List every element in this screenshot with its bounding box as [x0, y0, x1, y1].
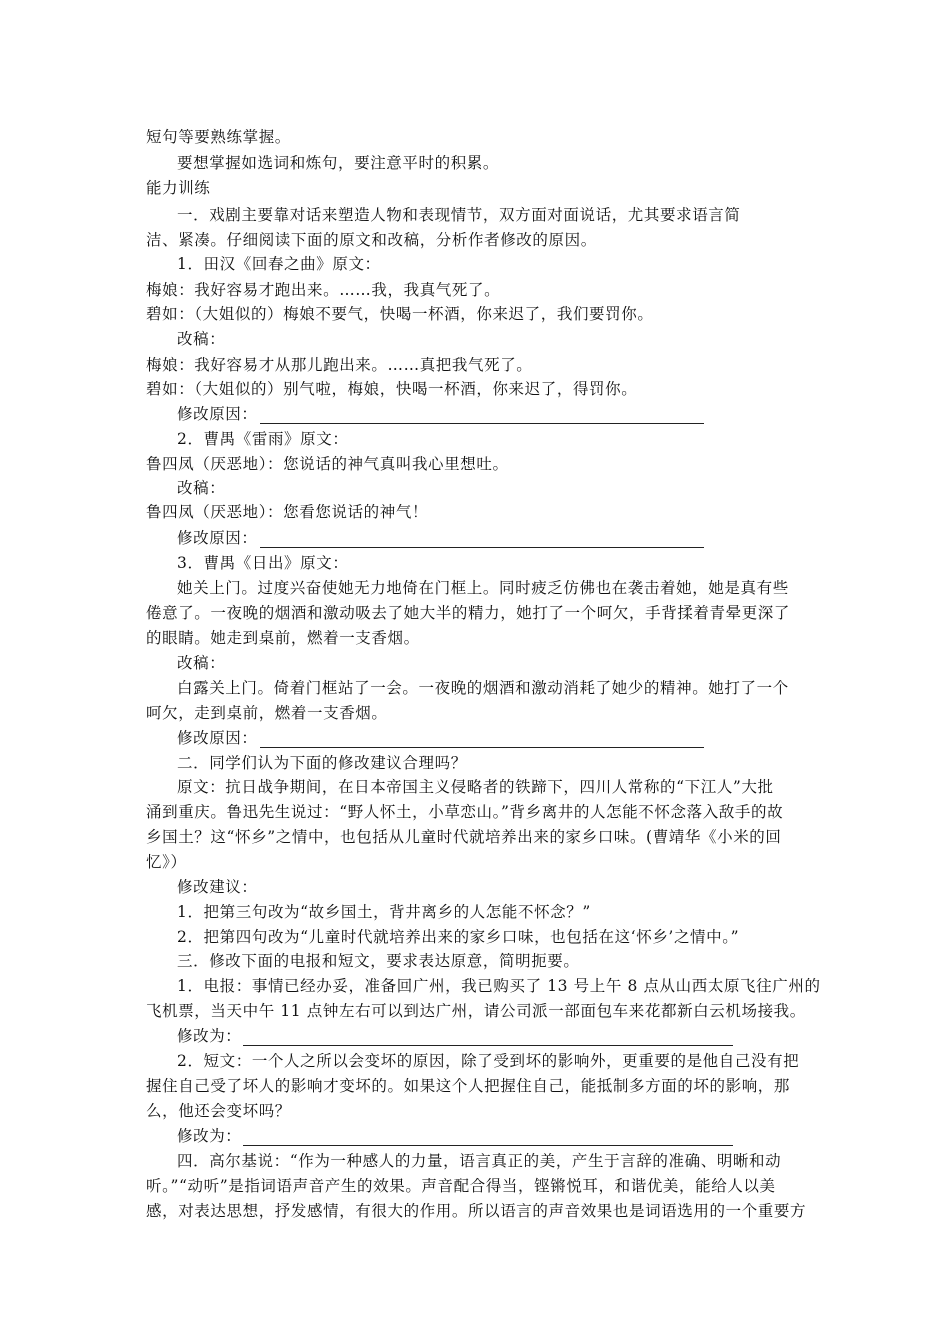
answer-label: 修改为：	[177, 1027, 242, 1045]
answer-blank[interactable]	[260, 731, 704, 748]
answer-line	[177, 1026, 733, 1046]
text-line: 改稿：	[177, 330, 226, 348]
answer-label: 修改为：	[177, 1127, 242, 1145]
text-line: 的眼睛。她走到桌前，燃着一支香烟。	[146, 629, 420, 647]
text-line: 原文：抗日战争期间，在日本帝国主义侵略者的铁蹄下，四川人常称的“下江人”大批	[177, 778, 774, 796]
question-1: 一．戏剧主要靠对话来塑造人物和表现情节，双方面对面说话，尤其要求语言简	[177, 206, 741, 224]
question-3: 三．修改下面的电报和短文，要求表达原意，简明扼要。	[177, 952, 580, 970]
text-line: 洁、紧凑。仔细阅读下面的原文和改稿，分析作者修改的原因。	[146, 231, 597, 249]
text-line: 改稿：	[177, 479, 226, 497]
answer-line	[177, 528, 704, 548]
text-line: 涌到重庆。鲁迅先生说过：“野人怀土，小草恋山。”背乡离井的人怎能不怀念落入敌手的故	[146, 803, 784, 821]
text-line: 听。”“动听”是指词语声音产生的效果。声音配合得当，铿锵悦耳，和谐优美，能给人以美	[146, 1177, 776, 1195]
answer-line	[177, 728, 704, 748]
text-line: 2．短文：一个人之所以会变坏的原因，除了受到坏的影响外，更重要的是他自己没有把	[177, 1052, 800, 1070]
text-line: 修改建议：	[177, 878, 258, 896]
text-line: 呵欠，走到桌前，燃着一支香烟。	[146, 704, 388, 722]
item-heading: 2．曹禺《雷雨》原文：	[177, 430, 349, 448]
text-line: 1．把第三句改为“故乡国土，背井离乡的人怎能不怀念？”	[177, 903, 591, 921]
text-line: 鲁四凤（厌恶地）：您说话的神气真叫我心里想吐。	[146, 455, 509, 473]
text-line: 改稿：	[177, 654, 226, 672]
answer-line	[177, 404, 704, 424]
text-line: 短句等要熟练掌握。	[146, 128, 291, 146]
text-line: 1．电报：事情已经办妥，准备回广州，我已购买了 13 号上午 8 点从山西太原飞往广州的	[177, 977, 821, 995]
answer-blank[interactable]	[260, 531, 704, 548]
text-line: 忆》）	[146, 853, 187, 871]
text-line: 她关上门。过度兴奋使她无力地倚在门框上。同时疲乏仿佛也在袭击着她，她是真有些	[177, 579, 789, 597]
answer-label: 修改原因：	[177, 729, 258, 747]
answer-line	[177, 1126, 733, 1146]
text-line: 2．把第四句改为“儿童时代就培养出来的家乡口味，也包括在这‘怀乡’之情中。”	[177, 928, 740, 946]
text-line: 要想掌握如选词和炼句，要注意平时的积累。	[177, 154, 500, 172]
question-2: 二．同学们认为下面的修改建议合理吗？	[177, 754, 467, 772]
text-line: 碧如：（大姐似的）梅娘不要气，快喝一杯酒，你来迟了，我们要罚你。	[146, 305, 654, 323]
answer-blank[interactable]	[243, 1129, 733, 1146]
text-line: 握住自己受了坏人的影响才变坏的。如果这个人把握住自己，能抵制多方面的坏的影响，那	[146, 1077, 791, 1095]
text-line: 倦意了。一夜晚的烟酒和激动吸去了她大半的精力，她打了一个呵欠，手背揉着青晕更深了	[146, 604, 791, 622]
answer-label: 修改原因：	[177, 529, 258, 547]
text-line: 飞机票，当天中午 11 点钟左右可以到达广州，请公司派一部面包车来花都新白云机场接我。	[146, 1002, 806, 1020]
text-line: 乡国土？这“怀乡”之情中，也包括从儿童时代就培养出来的家乡口味。(曹靖华《小米的回	[146, 828, 782, 846]
answer-blank[interactable]	[260, 407, 704, 424]
section-heading: 能力训练	[146, 179, 211, 197]
question-4: 四．高尔基说：“作为一种感人的力量，语言真正的美，产生于言辞的准确、明晰和动	[177, 1152, 782, 1170]
answer-blank[interactable]	[243, 1029, 733, 1046]
text-line: 么，他还会变坏吗？	[146, 1102, 291, 1120]
text-line: 感，对表达思想，抒发感情，有很大的作用。所以语言的声音效果也是词语选用的一个重要方	[146, 1202, 807, 1220]
item-heading: 1．田汉《回春之曲》原文：	[177, 255, 381, 273]
text-line: 碧如：（大姐似的）别气啦，梅娘，快喝一杯酒，你来迟了，得罚你。	[146, 380, 638, 398]
answer-label: 修改原因：	[177, 405, 258, 423]
text-line: 梅娘：我好容易才跑出来。……我，我真气死了。	[146, 281, 501, 299]
text-line: 梅娘：我好容易才从那儿跑出来。……真把我气死了。	[146, 356, 533, 374]
item-heading: 3．曹禺《日出》原文：	[177, 554, 349, 572]
text-line: 鲁四凤（厌恶地）：您看您说话的神气！	[146, 503, 429, 521]
text-line: 白露关上门。倚着门框站了一会。一夜晚的烟酒和激动消耗了她少的精神。她打了一个	[177, 679, 789, 697]
